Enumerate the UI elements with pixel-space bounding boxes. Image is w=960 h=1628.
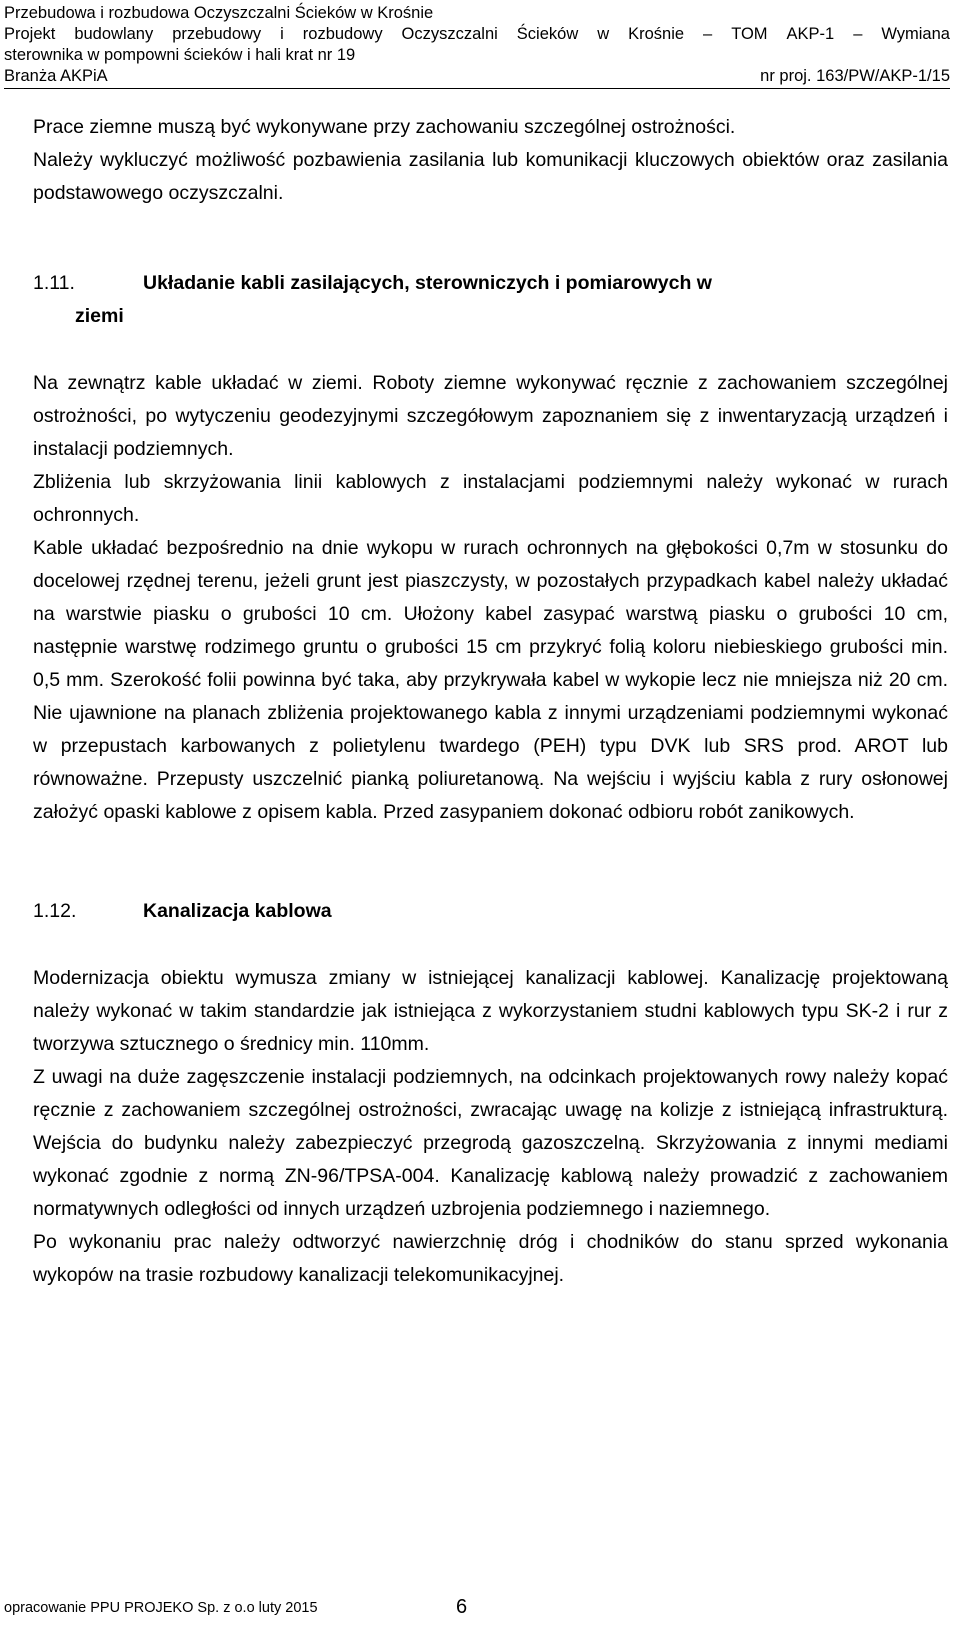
paragraph-1-11-c: Kable układać bezpośrednio na dnie wykopu w rurach ochronnych na głębokości 0,7m w stosunku do docelowej rzędnej terenu, jeżeli grunt jest piaszczysty, w pozostałych przypadkach kabel należy układać na warstwie piasku o grubości 10 cm. Ułożony kabel zasypać warstwą piasku o grubości 10 cm, następnie warstwę rodzimego gruntu o grubości 15 cm przykryć folią koloru niebieskiego grubości min. 0,5 mm. Szerokość folii powinna być taka, aby przykrywała kabel w wykopie lecz nie mniejsza niż 20 cm. Nie ujawnione na planach zbliżenia projektowanego kabla z innymi urządzeniami podziemnymi wykonać w przepustach karbowanych z polietylenu twardego (PEH) typu DVK lub SRS prod. AROT lub równoważne. Przepusty uszczelnić pianką poliuretanową. Na wejściu i wyjściu kabla z rury osłonowej założyć opaski kablowe z opisem kabla. Przed zasypaniem dokonać odbioru robót zanikowych. — [33, 537, 948, 823]
header-subtitle-word: budowlany — [74, 25, 154, 43]
section-heading-1-12 — [33, 895, 948, 928]
header-subtitle-word: Ścieków — [516, 25, 579, 43]
paragraph-1-11-b: Zbliżenia lub skrzyżowania linii kablowych z instalacjami podziemnymi należy wykonać w rurach ochronnych. — [33, 471, 948, 526]
section-title-continuation: ziemi — [75, 305, 124, 327]
header-project-title: Przebudowa i rozbudowa Oczyszczalni Ścieków w Krośnie — [4, 4, 434, 22]
paragraph-intro-2: Należy wykluczyć możliwość pozbawienia zasilania lub komunikacji kluczowych obiektów oraz zasilania podstawowego oczyszczalni. — [33, 149, 948, 204]
page-footer: opracowanie PPU PROJEKO Sp. z o.o luty 2015 — [4, 1600, 318, 1616]
section-number: 1.12. — [33, 900, 77, 922]
paragraph-1-11-a: Na zewnątrz kable układać w ziemi. Roboty ziemne wykonywać ręcznie z zachowaniem szczególnej ostrożności, po wytyczeniu geodezyjnymi szczegółowym zapoznaniem się z inwentaryzacją urządzeń i instalacji podziemnych. — [33, 372, 948, 460]
page-header — [4, 3, 950, 87]
header-subtitle-word: Projekt — [4, 25, 56, 43]
header-subtitle-word: Krośnie — [628, 25, 685, 43]
header-subtitle-word: – — [853, 25, 863, 43]
header-subtitle-word: – — [703, 25, 713, 43]
section-number: 1.11. — [33, 272, 75, 294]
section-heading-1-11 — [33, 267, 948, 300]
header-subtitle-word: Wymiana — [881, 25, 950, 43]
spacer — [33, 829, 948, 895]
document-body — [33, 111, 948, 1292]
spacer — [33, 928, 948, 962]
paragraph-1-12-c: Po wykonaniu prac należy odtworzyć nawierzchnię dróg i chodników do stanu sprzed wykonania wykopów na trasie rozbudowy kanalizacji telekomunikacyjnej. — [33, 1231, 948, 1286]
page-number: 6 — [456, 1596, 468, 1618]
section-title: Układanie kabli zasilających, sterowniczych i pomiarowych w — [143, 272, 712, 294]
paragraph-1-12-a: Modernizacja obiektu wymusza zmiany w istniejącej kanalizacji kablowej. Kanalizację projektowaną należy wykonać w takim standardzie jak istniejąca z wykorzystaniem studni kablowych typu SK-2 i rur z tworzywa sztucznego o średnicy min. 110mm. — [33, 967, 948, 1055]
header-project-number: nr proj. 163/PW/AKP-1/15 — [760, 67, 950, 85]
paragraph-intro-1: Prace ziemne muszą być wykonywane przy zachowaniu szczególnej ostrożności. — [33, 116, 736, 138]
spacer — [33, 333, 948, 367]
header-subtitle-word: AKP-1 — [786, 25, 835, 43]
header-branch: Branża AKPiA — [4, 67, 108, 85]
header-subtitle-word: w — [597, 25, 610, 43]
header-meta-row — [4, 66, 950, 87]
header-project-scope: sterownika w pompowni ścieków i hali krat nr 19 — [4, 46, 356, 64]
header-subtitle-word: Oczyszczalni — [401, 25, 498, 43]
header-subtitle-word: TOM — [731, 25, 768, 43]
header-subtitle-word: przebudowy — [172, 25, 262, 43]
header-subtitle-word: rozbudowy — [302, 25, 383, 43]
header-divider — [4, 88, 950, 89]
header-project-subtitle — [4, 24, 950, 45]
section-title: Kanalizacja kablowa — [143, 900, 332, 922]
paragraph-1-12-b: Z uwagi na duże zagęszczenie instalacji podziemnych, na odcinkach projektowanych rowy należy kopać ręcznie z zachowaniem szczególnej ostrożności, zwracając uwagę na kolizje z istniejącą infrastrukturą. Wejścia do budynku należy zabezpieczyć przegrodą gazoszczelną. Skrzyżowania z innymi mediami wykonać zgodnie z normą ZN-96/TPSA-004. Kanalizację kablową należy prowadzić z zachowaniem normatywnych odległości od innych urządzeń uzbrojenia podziemnego i naziemnego. — [33, 1066, 948, 1220]
spacer — [33, 210, 948, 267]
header-subtitle-word: i — [280, 25, 284, 43]
